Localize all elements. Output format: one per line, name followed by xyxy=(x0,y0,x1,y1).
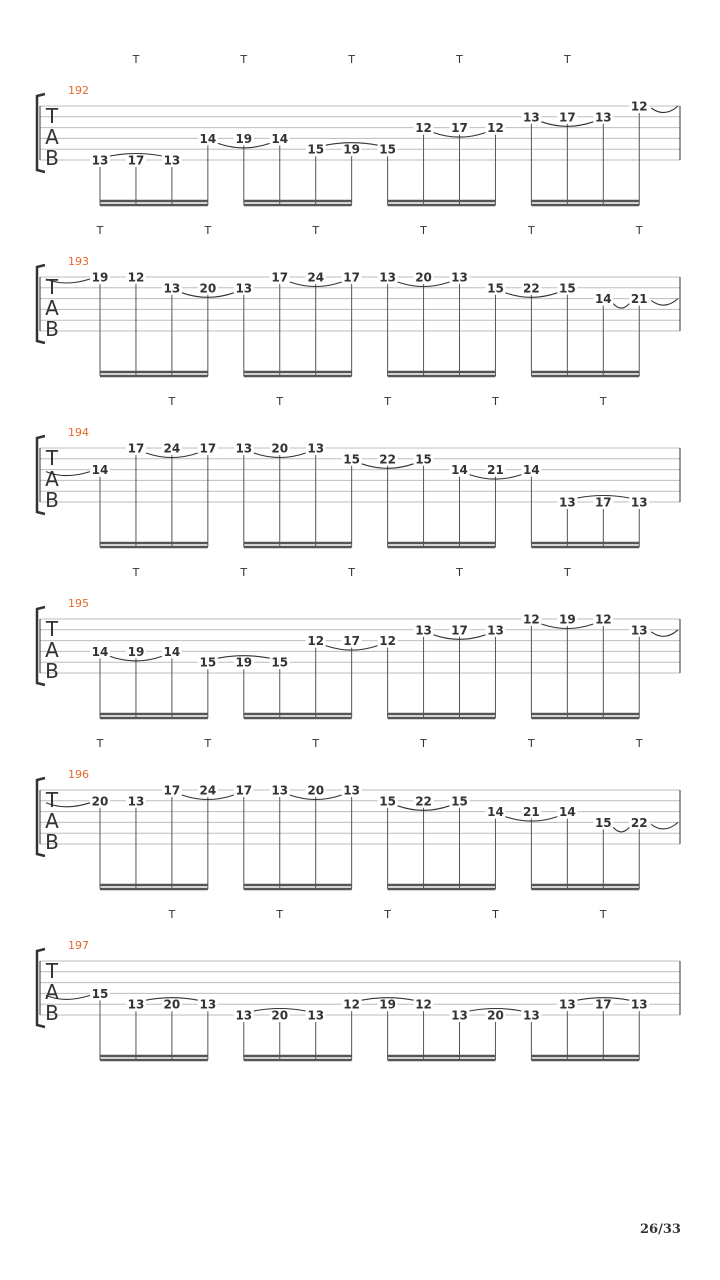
tap-marker: T xyxy=(456,53,463,66)
fret-number: 12 xyxy=(307,634,325,649)
tap-marker: T xyxy=(420,737,427,750)
tap-marker: T xyxy=(96,224,104,237)
tab-clef-letter: B xyxy=(45,830,59,854)
fret-number: 17 xyxy=(271,270,289,285)
fret-number: 20 xyxy=(415,270,432,285)
fret-number: 15 xyxy=(343,452,361,467)
fret-number: 15 xyxy=(91,986,109,1001)
tab-clef-letter: B xyxy=(45,146,59,170)
tap-marker: T xyxy=(563,53,571,66)
measure-number: 194 xyxy=(68,426,89,439)
tie-out xyxy=(651,630,678,637)
fret-number: 13 xyxy=(235,441,253,456)
fret-number: 20 xyxy=(487,1008,504,1023)
fret-number: 14 xyxy=(558,805,576,820)
fret-number: 13 xyxy=(594,110,612,125)
tap-marker: T xyxy=(384,908,391,921)
tap-marker: T xyxy=(168,908,176,921)
tab-clef-letter: A xyxy=(45,638,59,662)
tie-out xyxy=(651,299,678,306)
fret-number: 12 xyxy=(415,997,432,1012)
measure-number: 196 xyxy=(68,768,89,781)
tab-clef-letter: A xyxy=(45,125,59,149)
fret-number: 13 xyxy=(379,270,396,285)
tap-marker: T xyxy=(420,224,427,237)
tab-clef-letter: B xyxy=(45,488,59,512)
fret-number: 21 xyxy=(523,805,540,820)
tab-clef-letter: A xyxy=(45,296,59,320)
tap-marker: T xyxy=(204,224,212,237)
fret-number: 20 xyxy=(91,794,109,809)
fret-number: 19 xyxy=(558,612,576,627)
fret-number: 13 xyxy=(523,110,540,125)
tap-marker: T xyxy=(456,566,463,579)
tap-marker: T xyxy=(276,395,284,408)
fret-number: 13 xyxy=(343,783,361,798)
fret-number: 13 xyxy=(451,270,468,285)
fret-number: 24 xyxy=(307,270,325,285)
tab-clef-letter: A xyxy=(45,809,59,833)
fret-number: 13 xyxy=(199,997,217,1012)
fret-number: 14 xyxy=(163,644,181,659)
fret-number: 22 xyxy=(415,794,432,809)
tab-system xyxy=(37,737,680,889)
tie-out xyxy=(651,822,678,829)
fret-number: 19 xyxy=(343,142,361,157)
tab-clef-letter: B xyxy=(45,1001,59,1025)
fret-number: 17 xyxy=(235,783,253,798)
tap-marker: T xyxy=(240,53,248,66)
fret-number: 19 xyxy=(379,997,396,1012)
fret-number: 14 xyxy=(487,805,504,820)
tap-marker: T xyxy=(599,908,607,921)
tab-clef-letter: T xyxy=(45,104,59,128)
fret-number: 24 xyxy=(163,441,181,456)
tab-clef-letter: A xyxy=(45,980,59,1004)
fret-number: 20 xyxy=(271,1008,289,1023)
fret-number: 12 xyxy=(415,121,432,136)
fret-number: 20 xyxy=(199,281,217,296)
tab-clef-letter: B xyxy=(45,659,59,683)
fret-number: 21 xyxy=(630,292,648,307)
fret-number: 20 xyxy=(307,783,325,798)
fret-number: 15 xyxy=(415,452,432,467)
fret-number: 17 xyxy=(558,110,576,125)
tap-marker: T xyxy=(132,566,140,579)
fret-number: 21 xyxy=(487,463,504,478)
fret-number: 13 xyxy=(235,1008,253,1023)
fret-number: 22 xyxy=(523,281,540,296)
fret-number: 15 xyxy=(451,794,468,809)
tap-marker: T xyxy=(492,395,499,408)
fret-number: 13 xyxy=(307,441,325,456)
fret-number: 19 xyxy=(127,644,145,659)
tap-marker: T xyxy=(96,737,104,750)
fret-number: 17 xyxy=(127,441,145,456)
fret-number: 13 xyxy=(558,495,576,510)
fret-number: 17 xyxy=(163,783,181,798)
fret-number: 14 xyxy=(91,463,109,478)
measure-number: 195 xyxy=(68,597,89,610)
fret-number: 19 xyxy=(235,131,253,146)
page-number: 26/33 xyxy=(640,1222,681,1237)
tap-marker: T xyxy=(348,566,356,579)
measure-number: 193 xyxy=(68,255,89,268)
fret-number: 15 xyxy=(199,655,217,670)
fret-number: 14 xyxy=(451,463,468,478)
tab-system xyxy=(37,395,680,547)
fret-number: 15 xyxy=(487,281,504,296)
fret-number: 17 xyxy=(451,623,468,638)
fret-number: 17 xyxy=(343,270,361,285)
fret-number: 13 xyxy=(127,794,145,809)
fret-number: 17 xyxy=(343,634,361,649)
fret-number: 14 xyxy=(91,644,109,659)
fret-number: 12 xyxy=(523,612,540,627)
fret-number: 17 xyxy=(594,997,612,1012)
tab-system xyxy=(37,224,680,376)
fret-number: 14 xyxy=(523,463,540,478)
fret-number: 13 xyxy=(271,783,289,798)
tap-marker: T xyxy=(635,737,643,750)
fret-number: 12 xyxy=(343,997,361,1012)
fret-number: 13 xyxy=(163,281,181,296)
tab-system xyxy=(37,908,680,1060)
tab-clef-letter: T xyxy=(45,617,59,641)
tab-clef-letter: A xyxy=(45,467,59,491)
slur xyxy=(613,304,629,309)
tap-marker: T xyxy=(599,395,607,408)
fret-number: 13 xyxy=(630,623,648,638)
fret-number: 13 xyxy=(630,495,648,510)
fret-number: 19 xyxy=(235,655,253,670)
fret-number: 24 xyxy=(199,783,217,798)
tie-out xyxy=(651,106,678,113)
tap-marker: T xyxy=(312,224,320,237)
tab-system xyxy=(37,53,680,205)
fret-number: 13 xyxy=(235,281,253,296)
fret-number: 22 xyxy=(379,452,396,467)
tab-clef-letter: T xyxy=(45,446,59,470)
fret-number: 20 xyxy=(271,441,289,456)
tap-marker: T xyxy=(276,908,284,921)
fret-number: 13 xyxy=(630,997,648,1012)
fret-number: 12 xyxy=(379,634,396,649)
tap-marker: T xyxy=(132,53,140,66)
fret-number: 17 xyxy=(199,441,217,456)
fret-number: 12 xyxy=(127,270,145,285)
tab-clef-letter: B xyxy=(45,317,59,341)
measure-number: 192 xyxy=(68,84,89,97)
fret-number: 13 xyxy=(163,153,181,168)
measure-number: 197 xyxy=(68,939,89,952)
tab-system xyxy=(37,566,680,718)
tap-marker: T xyxy=(528,737,535,750)
tab-clef-letter: T xyxy=(45,275,59,299)
fret-number: 12 xyxy=(487,121,504,136)
fret-number: 13 xyxy=(91,153,109,168)
fret-number: 12 xyxy=(594,612,612,627)
fret-number: 17 xyxy=(451,121,468,136)
tap-marker: T xyxy=(492,908,499,921)
fret-number: 12 xyxy=(630,99,648,114)
fret-number: 15 xyxy=(594,815,612,830)
fret-number: 17 xyxy=(127,153,145,168)
fret-number: 19 xyxy=(91,270,109,285)
tap-marker: T xyxy=(563,566,571,579)
tap-marker: T xyxy=(528,224,535,237)
fret-number: 20 xyxy=(163,997,181,1012)
fret-number: 13 xyxy=(415,623,432,638)
fret-number: 22 xyxy=(630,815,648,830)
tab-clef-letter: T xyxy=(45,959,59,983)
tap-marker: T xyxy=(384,395,391,408)
fret-number: 14 xyxy=(271,131,289,146)
fret-number: 14 xyxy=(199,131,217,146)
fret-number: 13 xyxy=(487,623,504,638)
fret-number: 15 xyxy=(379,142,396,157)
tab-clef-letter: T xyxy=(45,788,59,812)
fret-number: 14 xyxy=(594,292,612,307)
fret-number: 13 xyxy=(451,1008,468,1023)
fret-number: 15 xyxy=(558,281,576,296)
tap-marker: T xyxy=(635,224,643,237)
tap-marker: T xyxy=(348,53,356,66)
fret-number: 17 xyxy=(594,495,612,510)
fret-number: 13 xyxy=(127,997,145,1012)
tap-marker: T xyxy=(204,737,212,750)
fret-number: 15 xyxy=(271,655,289,670)
tap-marker: T xyxy=(168,395,176,408)
fret-number: 13 xyxy=(523,1008,540,1023)
tap-marker: T xyxy=(312,737,320,750)
slur xyxy=(613,827,629,832)
fret-number: 15 xyxy=(379,794,396,809)
fret-number: 13 xyxy=(558,997,576,1012)
tap-marker: T xyxy=(240,566,248,579)
fret-number: 15 xyxy=(307,142,325,157)
fret-number: 13 xyxy=(307,1008,325,1023)
